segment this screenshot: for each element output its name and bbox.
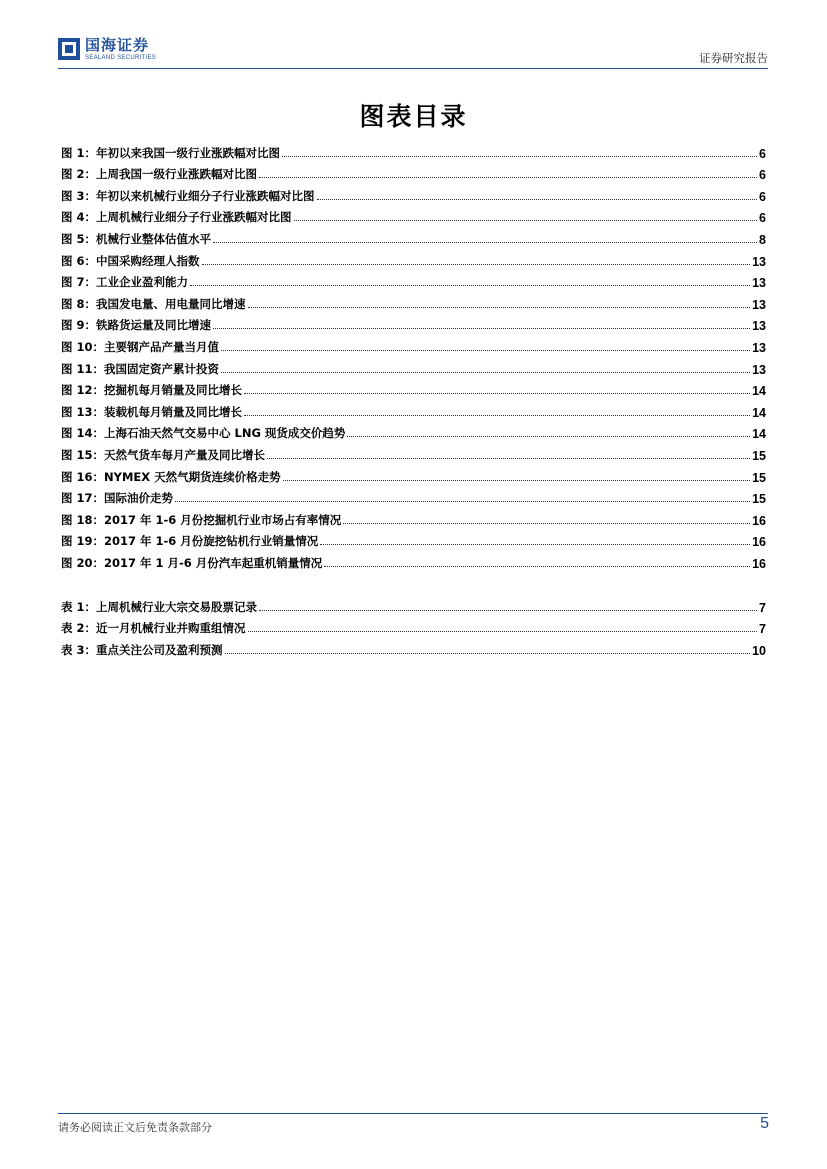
toc-entry[interactable] [61, 161, 766, 183]
dot-leader [282, 156, 757, 157]
figure-list [61, 139, 766, 571]
toc-entry-page: 14 [752, 405, 766, 420]
toc-entry-page: 13 [752, 340, 766, 355]
toc-entry-page: 6 [759, 146, 766, 161]
dot-leader [259, 177, 757, 178]
dot-leader [267, 458, 750, 459]
toc-entry-label: 表 3：重点关注公司及盈利预测 [61, 642, 223, 657]
toc-entry[interactable] [61, 420, 766, 442]
toc-entry-page: 7 [759, 600, 766, 615]
toc-entry-page: 15 [752, 492, 766, 507]
dot-leader [248, 307, 751, 308]
toc-entry-label: 图 11：我国固定资产累计投资 [61, 361, 220, 376]
table-list [61, 593, 766, 658]
dot-leader [317, 199, 758, 200]
toc-entry[interactable] [61, 204, 766, 226]
toc-entry-label: 图 4：上周机械行业细分子行业涨跌幅对比图 [61, 210, 292, 225]
toc-entry[interactable] [61, 182, 766, 204]
toc-entry[interactable] [61, 463, 766, 485]
toc-entry[interactable] [61, 312, 766, 334]
toc-entry-label: 图 16：NYMEX 天然气期货连续价格走势 [61, 469, 281, 484]
toc-entry[interactable] [61, 290, 766, 312]
toc-entry-label: 图 20：2017 年 1 月-6 月份汽车起重机销量情况 [61, 555, 323, 570]
toc-entry[interactable] [61, 636, 766, 658]
toc-entry-label: 图 14：上海石油天然气交易中心 LNG 现货成交价趋势 [61, 426, 346, 441]
toc-entry-page: 13 [752, 319, 766, 334]
company-logo [58, 34, 156, 64]
dot-leader [213, 242, 757, 243]
toc-entry[interactable] [61, 615, 766, 637]
dot-leader [294, 220, 758, 221]
page-number: 5 [760, 1115, 769, 1132]
toc-entry[interactable] [61, 269, 766, 291]
dot-leader [175, 501, 750, 502]
dot-leader [213, 328, 750, 329]
toc-entry-page: 14 [752, 384, 766, 399]
toc-entry[interactable] [61, 549, 766, 571]
toc-entry-label: 图 6：中国采购经理人指数 [61, 253, 200, 268]
toc-entry-label: 图 7：工业企业盈利能力 [61, 275, 189, 290]
page-title: 图表目录 [359, 102, 468, 131]
disclaimer-note: 请务必阅读正文后免责条款部分 [58, 1121, 212, 1134]
toc-entry-page: 15 [752, 470, 766, 485]
toc-entry[interactable] [61, 355, 766, 377]
toc-entry-label: 图 17：国际油价走势 [61, 491, 174, 506]
toc-entry-page: 15 [752, 448, 766, 463]
toc-entry-page: 16 [752, 535, 766, 550]
report-type-label: 证券研究报告 [699, 51, 768, 65]
toc-entry-label: 图 13：装载机每月销量及同比增长 [61, 404, 243, 419]
toc-entry[interactable] [61, 377, 766, 399]
toc-entry-page: 13 [752, 254, 766, 269]
page-header [58, 34, 768, 66]
toc-entry-label: 图 10：主要钢产品产量当月值 [61, 339, 220, 354]
toc-entry-page: 13 [752, 297, 766, 312]
dot-leader [202, 264, 751, 265]
toc-entry-page: 6 [759, 189, 766, 204]
toc-entry[interactable] [61, 139, 766, 161]
toc-entry-label: 图 9：铁路货运量及同比增速 [61, 318, 212, 333]
dot-leader [259, 610, 757, 611]
toc-entry-page: 6 [759, 168, 766, 183]
toc-entry[interactable] [61, 247, 766, 269]
toc-entry-page: 13 [752, 276, 766, 291]
dot-leader [225, 653, 751, 654]
toc-entry-page: 13 [752, 362, 766, 377]
toc-entry-label: 表 2：近一月机械行业并购重组情况 [61, 621, 246, 636]
toc-entry[interactable] [61, 441, 766, 463]
header-divider [58, 68, 768, 69]
toc-entry-page: 7 [759, 622, 766, 637]
dot-leader [343, 523, 750, 524]
toc-entry-page: 14 [752, 427, 766, 442]
toc-entry[interactable] [61, 506, 766, 528]
dot-leader [244, 393, 750, 394]
toc-entry-label: 图 5：机械行业整体估值水平 [61, 231, 212, 246]
toc-entry[interactable] [61, 333, 766, 355]
toc-entry-label: 图 12：挖掘机每月销量及同比增长 [61, 383, 243, 398]
toc-entry-page: 16 [752, 556, 766, 571]
toc-entry-page: 16 [752, 513, 766, 528]
dot-leader [347, 436, 750, 437]
dot-leader [221, 350, 750, 351]
toc-entry-label: 图 15：天然气货车每月产量及同比增长 [61, 447, 266, 462]
toc-entry[interactable] [61, 225, 766, 247]
toc-entry-label: 图 18：2017 年 1-6 月份挖掘机行业市场占有率情况 [61, 512, 342, 527]
dot-leader [324, 566, 750, 567]
toc-entry[interactable] [61, 593, 766, 615]
footer-divider [58, 1113, 768, 1114]
toc-entry[interactable] [61, 485, 766, 507]
dot-leader [221, 372, 750, 373]
toc-entry-page: 6 [759, 211, 766, 226]
dot-leader [320, 544, 750, 545]
dot-leader [244, 415, 750, 416]
logo-english-name: SEALAND SECURITIES [85, 54, 157, 61]
toc-entry[interactable] [61, 528, 766, 550]
dot-leader [283, 480, 750, 481]
toc-entry[interactable] [61, 398, 766, 420]
toc-entry-label: 图 3：年初以来机械行业细分子行业涨跌幅对比图 [61, 188, 315, 203]
dot-leader [248, 631, 758, 632]
logo-icon [58, 38, 80, 60]
toc-entry-label: 图 1：年初以来我国一级行业涨跌幅对比图 [61, 145, 281, 160]
logo-chinese-name: 国海证券 [85, 35, 150, 54]
toc-entry-label: 表 1：上周机械行业大宗交易股票记录 [61, 599, 258, 614]
toc-entry-label: 图 19：2017 年 1-6 月份旋挖钻机行业销量情况 [61, 534, 319, 549]
dot-leader [190, 285, 750, 286]
toc-entry-page: 10 [752, 643, 766, 658]
toc-entry-label: 图 2：上周我国一级行业涨跌幅对比图 [61, 167, 258, 182]
toc-entry-label: 图 8：我国发电量、用电量同比增速 [61, 296, 246, 311]
toc-entry-page: 8 [759, 232, 766, 247]
